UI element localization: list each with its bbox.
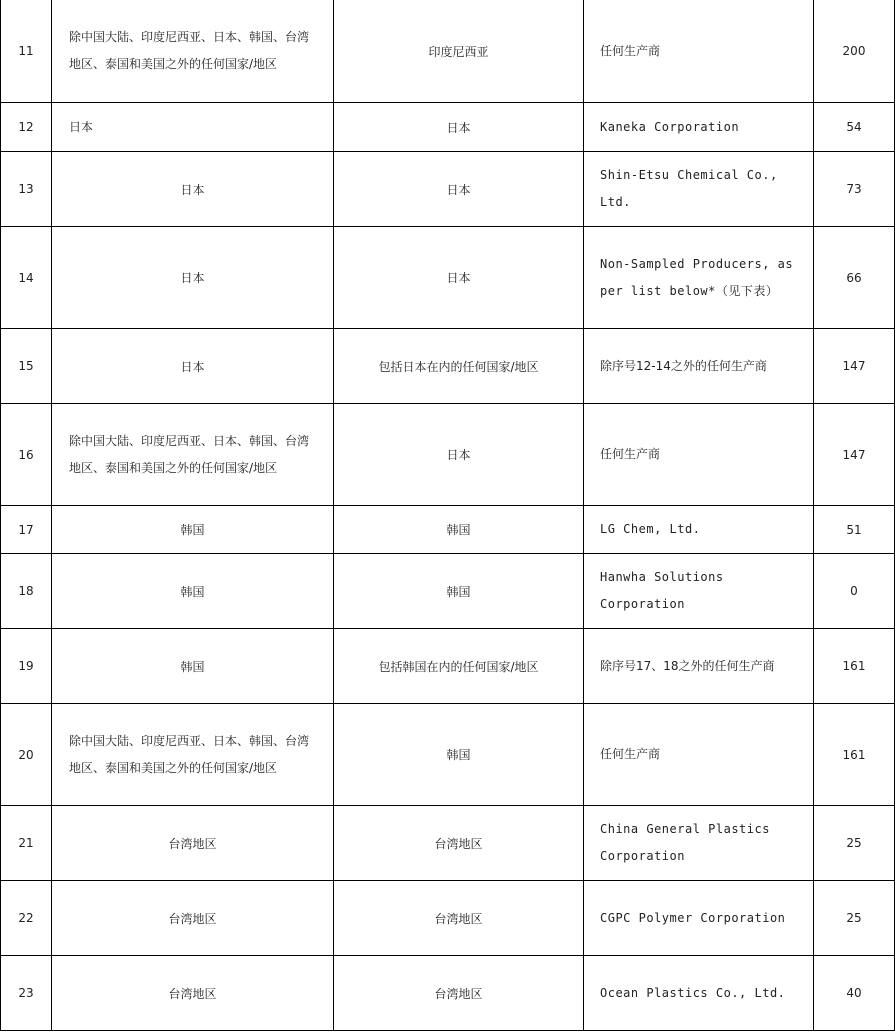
- producer-cell: [584, 806, 814, 881]
- producer-text: 任何生产商: [600, 747, 661, 761]
- producer-text: Non-Sampled Producers, as per list below*（见下表）: [600, 256, 794, 298]
- serial-number-cell: 15: [1, 329, 52, 404]
- producer-text: Shin-Etsu Chemical Co., Ltd.: [600, 168, 778, 209]
- producer-cell: [584, 152, 814, 227]
- producer-cell: [584, 404, 814, 506]
- serial-number-cell: 21: [1, 806, 52, 881]
- table-row: [1, 152, 895, 227]
- producer-text: 除序号12-14之外的任何生产商: [600, 358, 767, 373]
- origin-cell: 韩国: [52, 554, 334, 629]
- table-row: [1, 629, 895, 704]
- export-cell: 印度尼西亚: [334, 0, 584, 103]
- producer-cell: [584, 881, 814, 956]
- producer-cell: [584, 554, 814, 629]
- table-row: [1, 806, 895, 881]
- producer-text: LG Chem, Ltd.: [600, 522, 701, 536]
- origin-cell: 台湾地区: [52, 956, 334, 1031]
- export-cell: 韩国: [334, 704, 584, 806]
- table-row: [1, 103, 895, 152]
- rate-cell: 200: [814, 0, 895, 103]
- table-row: [1, 956, 895, 1031]
- serial-number-cell: 22: [1, 881, 52, 956]
- producer-cell: [584, 506, 814, 554]
- table-row: [1, 704, 895, 806]
- producer-text: Ocean Plastics Co., Ltd.: [600, 985, 786, 1000]
- rate-cell: 66: [814, 227, 895, 329]
- rate-cell: 54: [814, 103, 895, 152]
- export-cell: 日本: [334, 103, 584, 152]
- producer-text: CGPC Polymer Corporation: [600, 910, 786, 925]
- table-row: [1, 506, 895, 554]
- origin-cell: 日本: [52, 152, 334, 227]
- serial-number-cell: 13: [1, 152, 52, 227]
- export-cell: 韩国: [334, 554, 584, 629]
- origin-text: 除中国大陆、印度尼西亚、日本、韩国、台湾地区、泰国和美国之外的任何国家/地区: [69, 733, 310, 775]
- producer-cell: [584, 0, 814, 103]
- rate-cell: 161: [814, 629, 895, 704]
- serial-number-cell: 19: [1, 629, 52, 704]
- export-cell: 包括日本在内的任何国家/地区: [334, 329, 584, 404]
- export-cell: 台湾地区: [334, 881, 584, 956]
- origin-cell: [52, 103, 334, 152]
- producer-cell: [584, 329, 814, 404]
- origin-cell: 日本: [52, 227, 334, 329]
- export-cell: 日本: [334, 227, 584, 329]
- serial-number-cell: 11: [1, 0, 52, 103]
- export-cell: 日本: [334, 404, 584, 506]
- producer-text: 任何生产商: [600, 43, 661, 58]
- producer-cell: [584, 629, 814, 704]
- rate-cell: 0: [814, 554, 895, 629]
- table-row: [1, 554, 895, 629]
- origin-cell: 日本: [52, 329, 334, 404]
- origin-cell: [52, 0, 334, 103]
- table-row: [1, 227, 895, 329]
- table-row: [1, 404, 895, 506]
- table-row: [1, 881, 895, 956]
- rate-cell: 161: [814, 704, 895, 806]
- export-cell: 日本: [334, 152, 584, 227]
- producer-cell: [584, 956, 814, 1031]
- producer-cell: [584, 227, 814, 329]
- producer-text: 除序号17、18之外的任何生产商: [600, 658, 775, 673]
- export-cell: 台湾地区: [334, 806, 584, 881]
- origin-text: 日本: [69, 119, 94, 134]
- serial-number-cell: 17: [1, 506, 52, 554]
- serial-number-cell: 20: [1, 704, 52, 806]
- serial-number-cell: 12: [1, 103, 52, 152]
- export-cell: 台湾地区: [334, 956, 584, 1031]
- rate-cell: 51: [814, 506, 895, 554]
- producer-text: China General Plastics Corporation: [600, 822, 770, 863]
- export-cell: 包括韩国在内的任何国家/地区: [334, 629, 584, 704]
- tariff-table-body: [1, 0, 895, 1031]
- table-row: [1, 0, 895, 103]
- origin-text: 除中国大陆、印度尼西亚、日本、韩国、台湾地区、泰国和美国之外的任何国家/地区: [69, 30, 310, 71]
- producer-cell: [584, 103, 814, 152]
- rate-cell: 25: [814, 881, 895, 956]
- rate-cell: 147: [814, 404, 895, 506]
- serial-number-cell: 23: [1, 956, 52, 1031]
- rate-cell: 25: [814, 806, 895, 881]
- table-row: [1, 329, 895, 404]
- origin-cell: 台湾地区: [52, 881, 334, 956]
- origin-cell: 韩国: [52, 629, 334, 704]
- serial-number-cell: 18: [1, 554, 52, 629]
- producer-text: 任何生产商: [600, 447, 661, 461]
- producer-cell: [584, 704, 814, 806]
- export-cell: 韩国: [334, 506, 584, 554]
- serial-number-cell: 14: [1, 227, 52, 329]
- origin-cell: 韩国: [52, 506, 334, 554]
- rate-cell: 73: [814, 152, 895, 227]
- producer-text: Hanwha Solutions Corporation: [600, 570, 724, 611]
- producer-text: Kaneka Corporation: [600, 119, 740, 134]
- serial-number-cell: 16: [1, 404, 52, 506]
- origin-cell: [52, 404, 334, 506]
- origin-text: 除中国大陆、印度尼西亚、日本、韩国、台湾地区、泰国和美国之外的任何国家/地区: [69, 433, 310, 475]
- rate-cell: 147: [814, 329, 895, 404]
- origin-cell: [52, 704, 334, 806]
- rate-cell: 40: [814, 956, 895, 1031]
- origin-cell: 台湾地区: [52, 806, 334, 881]
